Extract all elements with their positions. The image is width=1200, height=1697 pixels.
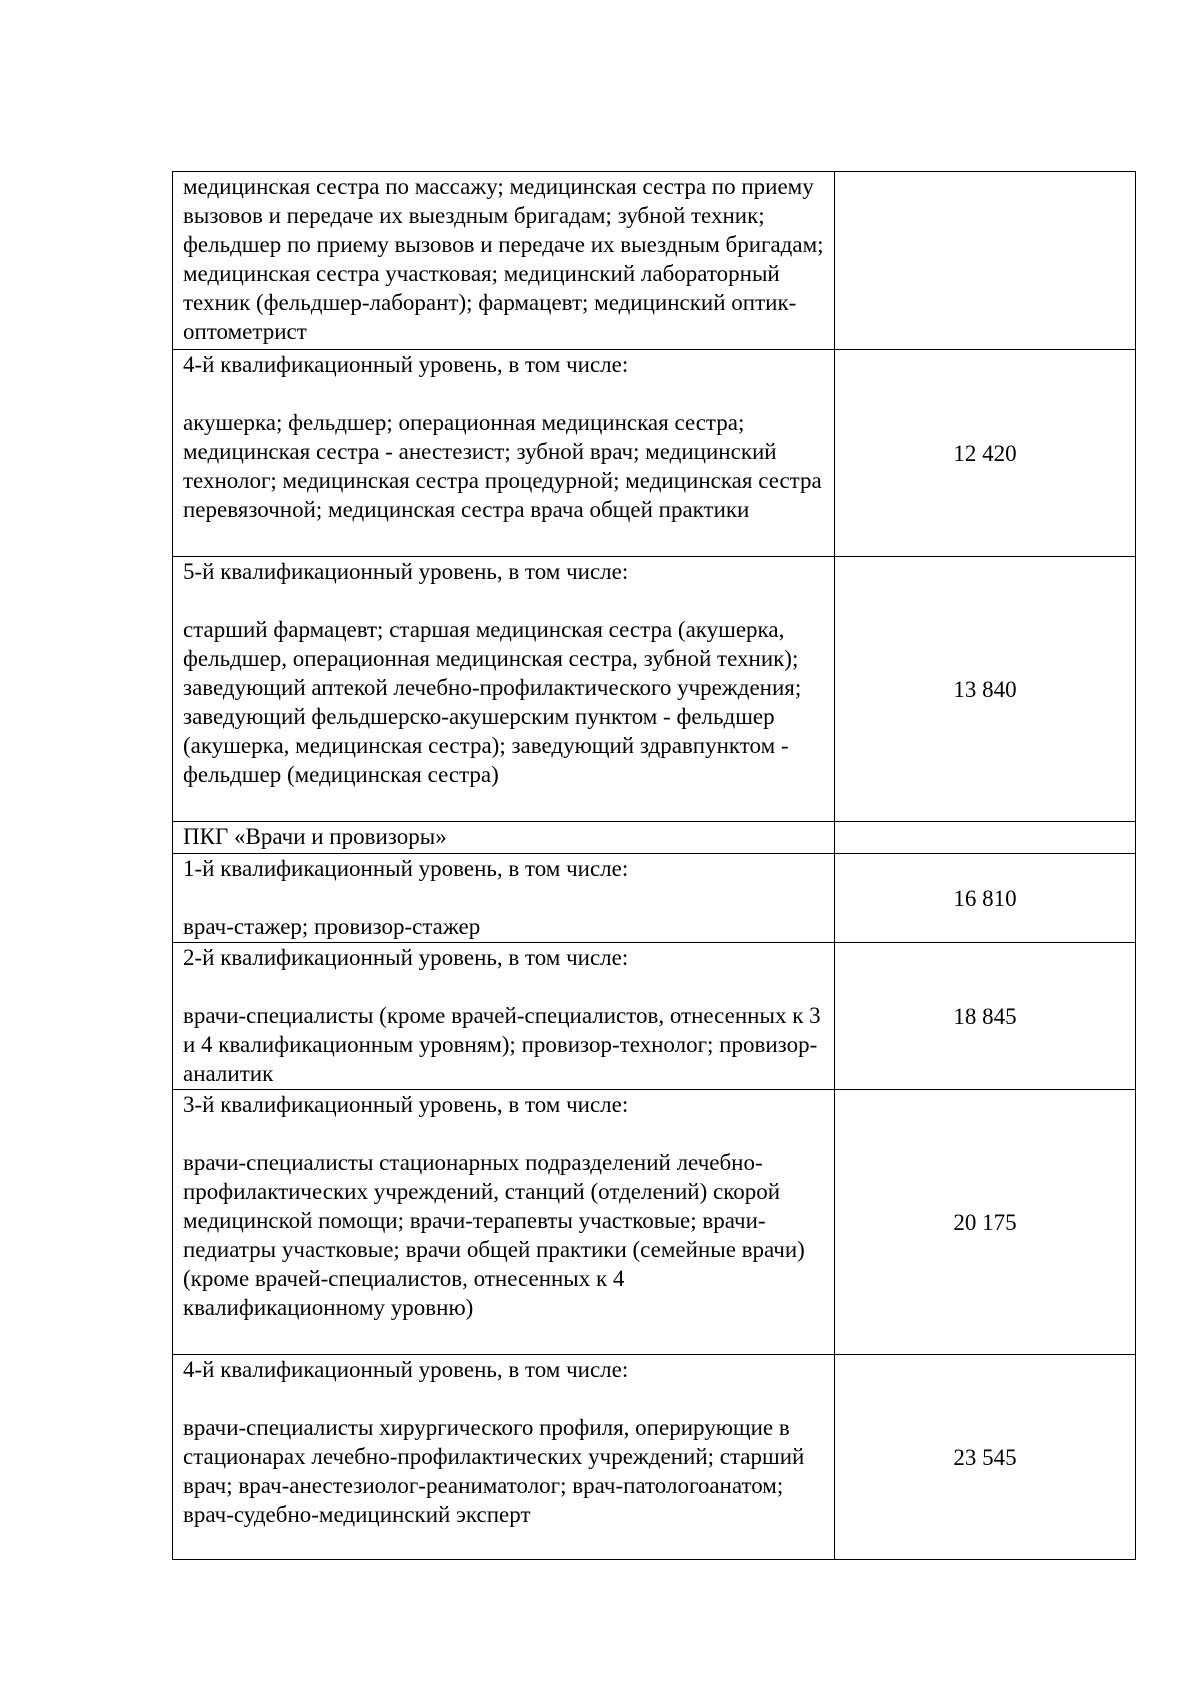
salary-table xyxy=(172,171,1136,1560)
table-row xyxy=(173,1355,1136,1560)
level-title: 2-й квалификационный уровень, в том числе: xyxy=(183,945,629,970)
salary-cell xyxy=(835,350,1136,557)
position-list: медицинская сестра по массажу; медицинская сестра по приему вызовов и передаче их выездным бригадам; зубной техник; фельдшер по приему вызовов и передаче их выездным бригадам; медицинская сестра участковая; медицинский лабораторный техник (фельдшер-лаборант); фармацевт; медицинский оптик-оптометрист xyxy=(183,174,824,344)
salary-value: 13 840 xyxy=(953,676,1017,702)
salary-cell xyxy=(835,943,1136,1090)
salary-cell xyxy=(835,172,1136,350)
salary-cell xyxy=(835,1355,1136,1560)
table-row xyxy=(173,854,1136,943)
position-cell xyxy=(173,172,835,350)
salary-cell xyxy=(835,822,1136,854)
salary-cell xyxy=(835,854,1136,943)
position-cell xyxy=(173,943,835,1090)
level-title: 3-й квалификационный уровень, в том числе: xyxy=(183,1092,629,1117)
group-title: ПКГ «Врачи и провизоры» xyxy=(183,824,447,849)
group-header-row xyxy=(173,822,1136,854)
salary-value: 12 420 xyxy=(953,440,1017,466)
table-row xyxy=(173,172,1136,350)
group-title-cell xyxy=(173,822,835,854)
level-title: 5-й квалификационный уровень, в том числе: xyxy=(183,559,629,584)
level-title: 4-й квалификационный уровень, в том числе: xyxy=(183,1357,629,1382)
position-list: акушерка; фельдшер; операционная медицинская сестра; медицинская сестра - анестезист; зубной врач; медицинский технолог; медицинская сестра процедурной; медицинская сестра перевязочной; медицинская сестра врача общей практики xyxy=(183,410,822,522)
position-cell xyxy=(173,557,835,822)
position-cell xyxy=(173,350,835,557)
position-list: врачи-специалисты хирургического профиля, оперирующие в стационарах лечебно-профилактических учреждений; старший врач; врач-анестезиолог-реаниматолог; врач-патологоанатом; врач-судебно-медицинский эксперт xyxy=(183,1415,805,1527)
position-list: врач-стажер; провизор-стажер xyxy=(183,914,481,939)
salary-value: 20 175 xyxy=(953,1209,1017,1235)
level-title: 1-й квалификационный уровень, в том числе: xyxy=(183,856,629,881)
salary-value: 18 845 xyxy=(953,1003,1017,1029)
level-title: 4-й квалификационный уровень, в том числе: xyxy=(183,352,629,377)
position-list: старший фармацевт; старшая медицинская сестра (акушерка, фельдшер, операционная медицинская сестра, зубной техник); заведующий аптекой лечебно-профилактического учреждения; заведующий фельдшерско-акушерским пунктом - фельдшер (акушерка, медицинская сестра); заведующий здравпунктом - фельдшер (медицинская сестра) xyxy=(183,617,802,787)
position-list: врачи-специалисты (кроме врачей-специалистов, отнесенных к 3 и 4 квалификационным уровням); провизор-технолог; провизор-аналитик xyxy=(183,1003,821,1086)
salary-value: 23 545 xyxy=(953,1444,1017,1470)
salary-value: 16 810 xyxy=(953,885,1017,911)
position-list: врачи-специалисты стационарных подразделений лечебно-профилактических учреждений, станций (отделений) скорой медицинской помощи; врачи-терапевты участковые; врачи-педиатры участковые; врачи общей практики (семейные врачи) (кроме врачей-специалистов, отнесенных к 4 квалификационному уровню) xyxy=(183,1150,805,1320)
table-row xyxy=(173,350,1136,557)
position-cell xyxy=(173,1090,835,1355)
position-cell xyxy=(173,1355,835,1560)
table-row xyxy=(173,943,1136,1090)
salary-cell xyxy=(835,557,1136,822)
table-row xyxy=(173,557,1136,822)
position-cell xyxy=(173,854,835,943)
salary-cell xyxy=(835,1090,1136,1355)
table-row xyxy=(173,1090,1136,1355)
